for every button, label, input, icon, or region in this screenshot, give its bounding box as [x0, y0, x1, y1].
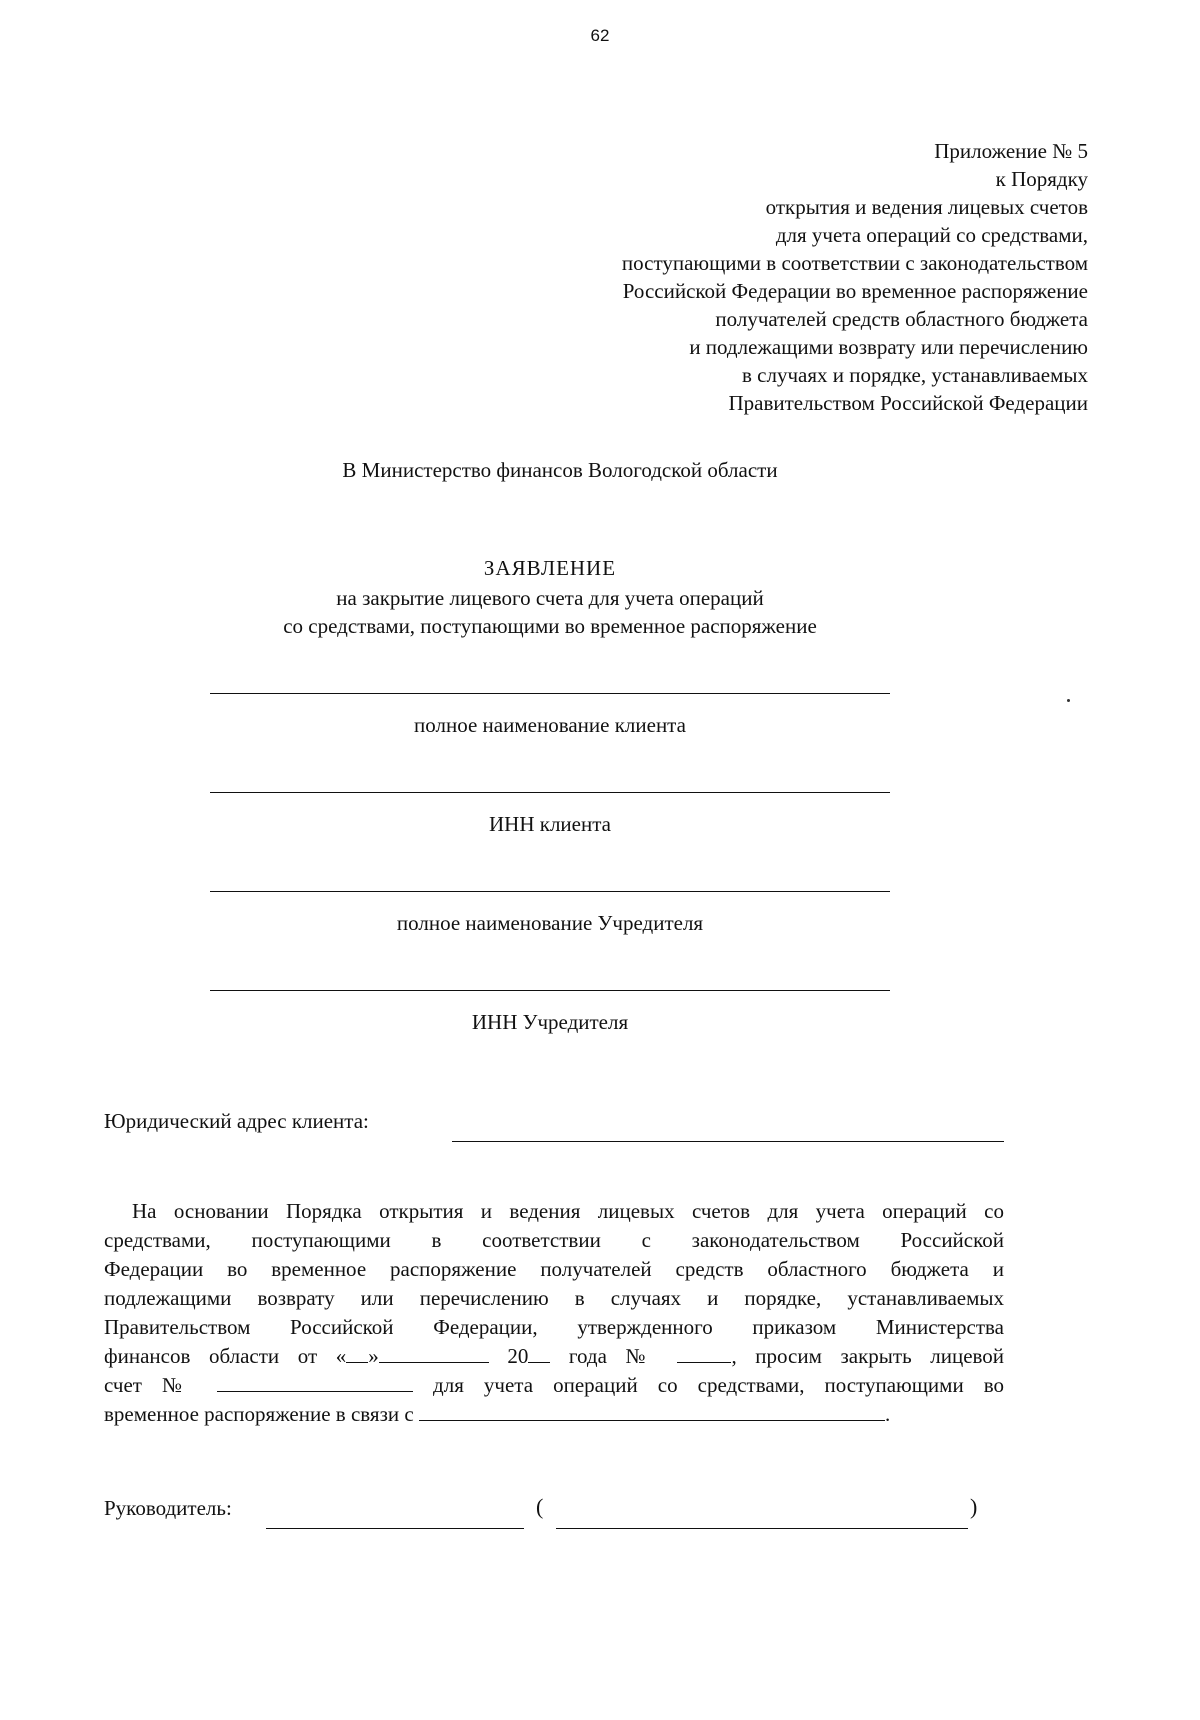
reason-end: .	[884, 1402, 891, 1426]
appendix-line: для учета операций со средствами,	[775, 223, 1088, 247]
body-line-order-date	[104, 1342, 1004, 1371]
head-name-field[interactable]	[556, 1528, 968, 1529]
legal-address-label: Юридический адрес клиента:	[104, 1109, 369, 1133]
appendix-line: получателей средств областного бюджета	[715, 307, 1088, 331]
order-day-field[interactable]	[346, 1344, 368, 1363]
client-inn-field[interactable]	[210, 792, 890, 793]
head-signature-label: Руководитель:	[104, 1496, 232, 1520]
appendix-line: к Порядку	[995, 167, 1088, 191]
order-date-quote: »	[368, 1344, 379, 1368]
document-subtitle	[0, 584, 1100, 640]
account-purpose-text: для учета операций со средствами, поступающими во	[433, 1373, 1005, 1397]
body-line: средствами, поступающими в соответствии с законодательством Российской	[104, 1228, 1004, 1252]
appendix-line: и подлежащими возврату или перечислению	[689, 335, 1088, 359]
appendix-line: в случаях и порядке, устанавливаемых	[742, 363, 1088, 387]
order-request-text: , просим закрыть лицевой	[731, 1344, 1005, 1368]
order-date-text: финансов области от «	[104, 1344, 347, 1368]
body-line: На основании Порядка открытия и ведения лицевых счетов для учета операций со	[132, 1199, 1004, 1223]
order-year-prefix: 20	[507, 1344, 529, 1368]
order-month-field[interactable]	[379, 1344, 489, 1363]
appendix-line: поступающими в соответствии с законодательством	[621, 251, 1088, 275]
body-line: Федерации во временное распоряжение получателей средств областного бюджета и	[104, 1257, 1004, 1281]
body-line-reason	[104, 1400, 1004, 1429]
subtitle-line-2: со средствами, поступающими во временное распоряжение	[283, 614, 817, 638]
head-signature-field[interactable]	[266, 1528, 524, 1529]
founder-inn-caption: ИНН Учредителя	[471, 1010, 629, 1034]
subtitle-line-1: на закрытие лицевого счета для учета операций	[336, 586, 764, 610]
founder-name-field[interactable]	[210, 891, 890, 892]
page-number: 62	[590, 26, 610, 45]
order-year-field[interactable]	[528, 1344, 550, 1363]
legal-address-field[interactable]	[452, 1141, 1004, 1142]
body-line: подлежащими возврату или перечислению в случаях и порядке, устанавливаемых	[104, 1286, 1004, 1310]
appendix-line: Российской Федерации во временное распоряжение	[622, 279, 1088, 303]
founder-name-caption: полное наименование Учредителя	[396, 911, 704, 935]
order-number-label: года №	[568, 1344, 659, 1368]
account-number-field[interactable]	[217, 1373, 413, 1392]
account-number-label: счет №	[104, 1373, 197, 1397]
client-name-caption: полное наименование клиента	[414, 713, 686, 737]
close-paren: )	[970, 1494, 978, 1519]
reason-field[interactable]	[419, 1402, 885, 1421]
body-line-account	[104, 1371, 1004, 1400]
document-title: ЗАЯВЛЕНИЕ	[483, 556, 617, 580]
scan-speck	[1067, 699, 1070, 702]
body-line: Правительством Российской Федерации, утвержденного приказом Министерства	[104, 1315, 1004, 1339]
founder-inn-field[interactable]	[210, 990, 890, 991]
open-paren: (	[536, 1494, 544, 1519]
addressee: В Министерство финансов Вологодской области	[342, 458, 778, 482]
appendix-line: открытия и ведения лицевых счетов	[765, 195, 1088, 219]
appendix-line: Правительством Российской Федерации	[728, 391, 1088, 415]
client-inn-caption: ИНН клиента	[489, 812, 611, 836]
body-paragraph	[104, 1197, 1004, 1429]
client-name-field[interactable]	[210, 693, 890, 694]
reason-label: временное распоряжение в связи с	[104, 1402, 414, 1426]
appendix-line: Приложение № 5	[934, 139, 1088, 163]
order-number-field[interactable]	[677, 1344, 731, 1363]
appendix-header	[622, 137, 1088, 417]
